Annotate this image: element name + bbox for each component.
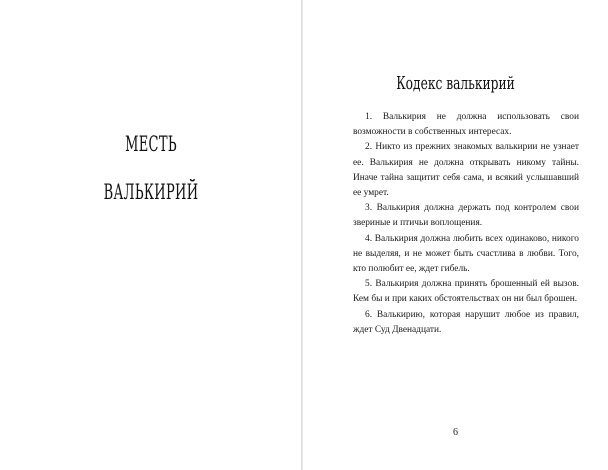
rule-item (353, 308, 579, 338)
rule-item (353, 110, 579, 140)
book-title-line-2: ВАЛЬКИРИЙ (103, 180, 199, 204)
rule-item (353, 232, 579, 278)
rule-text: 5. Валькирия должна принять брошенный ей вызов. Кем бы и при каких обстоятельствах он ни был брошен. (353, 279, 579, 305)
rule-text: 2. Никто из прежних знакомых валькирии не узнает ее. Валькирия не должна открывать никому тайны. Иначе тайна защитит себя сама, и всякий услышавший ее умрет. (353, 142, 579, 199)
rule-text: 6. Валькирию, которая нарушит любое из правил, ждет Суд Двенадцати. (353, 309, 579, 335)
rule-item (353, 201, 579, 231)
rule-text: 3. Валькирия должна держать под контролем свои звериные и птичьи воплощения. (353, 203, 579, 229)
right-page (303, 0, 608, 470)
page-number: 6 (453, 427, 458, 438)
book-title-line-1: МЕСТЬ (125, 132, 177, 156)
rule-item (353, 140, 579, 201)
rules-list (353, 110, 579, 338)
rule-item (353, 277, 579, 307)
rule-text: 4. Валькирия должна любить всех одинаково, никого не выделяя, и не может быть счастлива в любви. Того, кто полюбит ее, ждет гибель. (353, 233, 579, 275)
rule-text: 1. Валькирия не должна использовать свои возможности в собственных интересах. (353, 112, 579, 138)
left-page (0, 0, 302, 470)
section-heading: Кодекс валькирий (396, 73, 515, 94)
